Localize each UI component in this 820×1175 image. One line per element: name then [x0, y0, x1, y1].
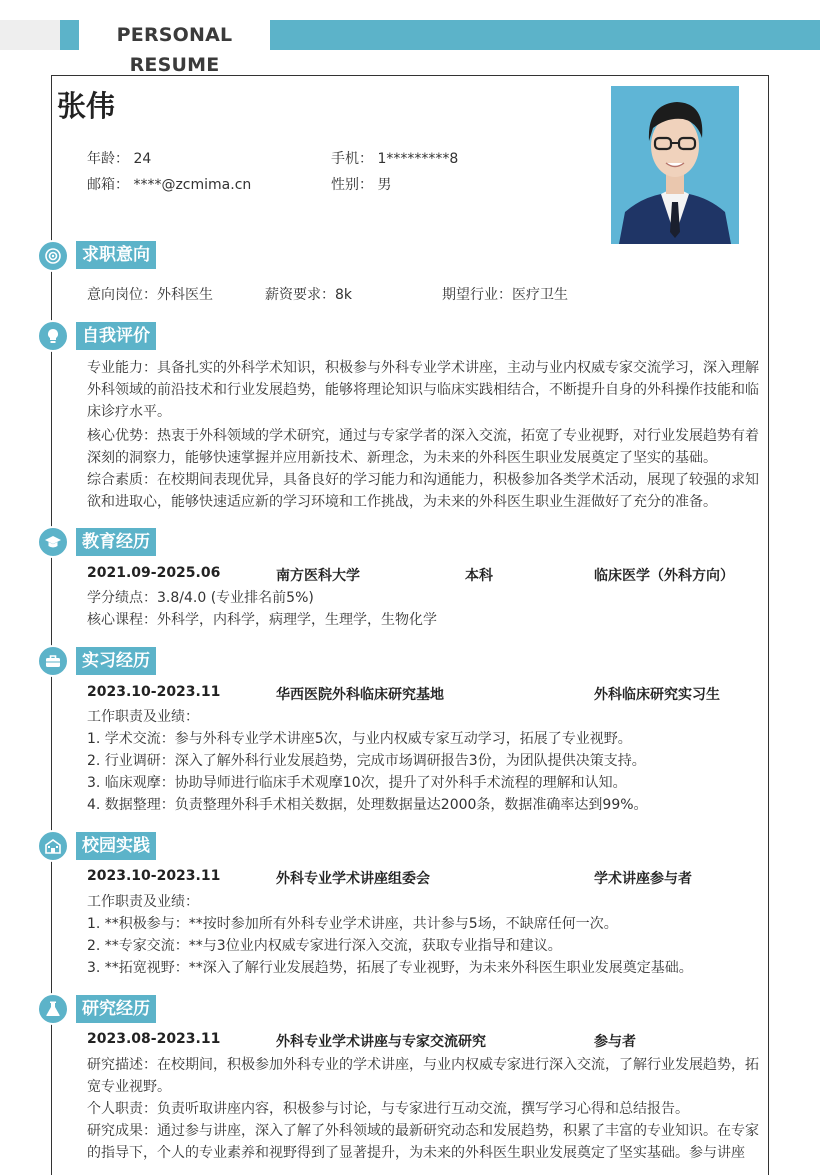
school-icon	[37, 830, 69, 862]
education-major: 临床医学（外科方向）	[594, 568, 734, 584]
header-banner	[0, 20, 820, 76]
education-degree: 本科	[465, 568, 493, 584]
self-eval-paragraph: 综合素质：在校期间表现优异，具备良好的学习能力和沟通能力，积极参加各类学术活动，展现了较强的求知欲和进取心，能够快速适应新的学习环境和工作挑战，为未来的外科医生职业生涯做好了充分的准备。	[87, 472, 759, 510]
briefcase-icon	[37, 645, 69, 677]
section-title-research: 研究经历	[76, 995, 156, 1023]
campus-line: 1. **积极参与：**按时参加所有外科专业学术讲座，共计参与5场，不缺席任何一次。	[87, 916, 618, 932]
candidate-name: 张伟	[57, 89, 116, 123]
section-title-self-eval: 自我评价	[76, 322, 156, 350]
education-school: 南方医科大学	[276, 568, 360, 584]
research-date: 2023.08-2023.11	[87, 1031, 221, 1047]
intent-industry: 期望行业：医疗卫生	[442, 287, 568, 303]
intent-salary: 薪资要求：8k	[265, 287, 353, 303]
age-field: 年龄： 24	[87, 151, 152, 167]
section-title-internship: 实习经历	[76, 647, 156, 675]
internship-date: 2023.10-2023.11	[87, 684, 221, 700]
education-date: 2021.09-2025.06	[87, 565, 221, 581]
profile-photo	[611, 86, 739, 244]
internship-org: 华西医院外科临床研究基地	[276, 687, 444, 703]
self-eval-paragraph: 专业能力：具备扎实的外科学术知识，积极参与外科专业学术讲座，主动与业内权威专家交流学习，深入理解外科领域的前沿技术和行业发展趋势，能够将理论知识与临床实践相结合，不断提升自身的外科操作技能和临床诊疗水平。	[87, 360, 759, 420]
campus-line: 2. **专家交流：**与3位业内权威专家进行深入交流，获取专业指导和建议。	[87, 938, 562, 954]
research-paragraph: 研究成果：通过参与讲座，深入了解了外科领域的最新研究动态和发展趋势，积累了丰富的专业知识。在专家的指导下，个人的专业素养和视野得到了显著提升，为未来的外科医生职业发展奠定了坚实基础。参与讲座	[87, 1123, 759, 1161]
campus-line: 3. **拓宽视野：**深入了解行业发展趋势，拓展了专业视野，为未来外科医生职业发展奠定基础。	[87, 960, 693, 976]
bulb-icon	[37, 320, 69, 352]
banner-accent-right	[270, 20, 820, 50]
education-gpa: 学分绩点：3.8/4.0 (专业排名前5%)	[87, 590, 314, 606]
self-eval-paragraph: 核心优势：热衷于外科领域的学术研究，通过与专家学者的深入交流，拓宽了专业视野，对行业发展趋势有着深刻的洞察力，能够快速掌握并应用新技术、新理念，为未来的外科医生职业发展奠定了坚实的基础。	[87, 428, 759, 466]
email-field: 邮箱： ****@zcmima.cn	[87, 177, 252, 193]
graduation-cap-icon	[37, 526, 69, 558]
campus-role: 学术讲座参与者	[594, 871, 692, 887]
research-paragraph: 研究描述：在校期间，积极参加外科专业的学术讲座，与业内权威专家进行深入交流，了解行业发展趋势，拓宽专业视野。	[87, 1057, 759, 1095]
internship-line: 4. 数据整理：负责整理外科手术相关数据，处理数据量达2000条，数据准确率达到99%。	[87, 797, 648, 813]
research-paragraph: 个人职责：负责听取讲座内容，积极参与讨论，与专家进行互动交流，撰写学习心得和总结报告。	[87, 1101, 689, 1117]
research-role: 参与者	[594, 1034, 636, 1050]
section-title-intent: 求职意向	[76, 241, 156, 269]
campus-org: 外科专业学术讲座组委会	[276, 871, 430, 887]
internship-role: 外科临床研究实习生	[594, 687, 720, 703]
gender-field: 性别： 男	[331, 177, 392, 193]
section-title-education: 教育经历	[76, 528, 156, 556]
campus-line: 工作职责及业绩：	[87, 894, 199, 910]
banner-grey-block	[0, 20, 60, 50]
intent-position: 意向岗位：外科医生	[87, 287, 213, 303]
banner-accent-left	[60, 20, 79, 50]
internship-line: 2. 行业调研：深入了解外科行业发展趋势，完成市场调研报告3份，为团队提供决策支持。	[87, 753, 646, 769]
campus-date: 2023.10-2023.11	[87, 868, 221, 884]
internship-line: 1. 学术交流：参与外科专业学术讲座5次，与业内权威专家互动学习，拓展了专业视野。	[87, 731, 632, 747]
target-icon	[37, 240, 69, 272]
flask-icon	[37, 993, 69, 1025]
page-title: PERSONAL RESUME	[116, 24, 233, 76]
internship-line: 工作职责及业绩：	[87, 709, 199, 725]
internship-line: 3. 临床观摩：协助导师进行临床手术观摩10次，提升了对外科手术流程的理解和认知。	[87, 775, 627, 791]
phone-field: 手机： 1*********8	[331, 151, 459, 167]
research-topic: 外科专业学术讲座与专家交流研究	[276, 1034, 486, 1050]
education-courses: 核心课程：外科学，内科学，病理学，生理学，生物化学	[87, 612, 437, 628]
section-title-campus: 校园实践	[76, 832, 156, 860]
